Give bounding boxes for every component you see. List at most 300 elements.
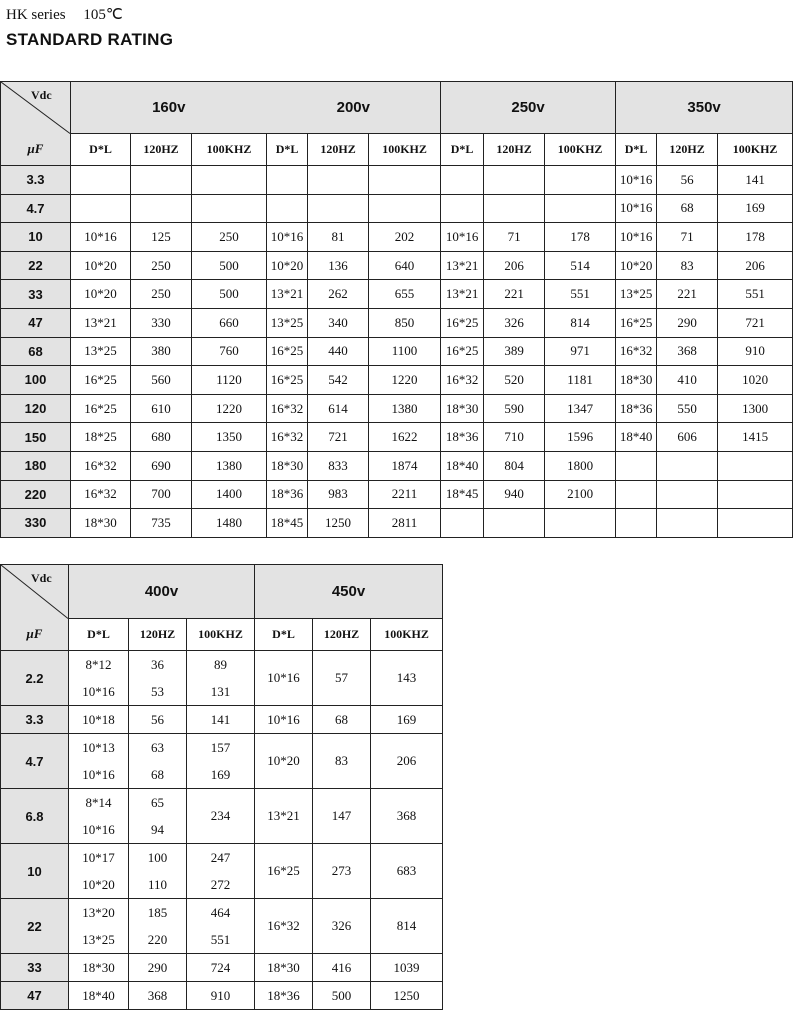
ripple-100khz-cell: [545, 509, 616, 538]
ripple-100khz-cell: [187, 734, 255, 789]
ripple-120hz-cell: 610: [131, 394, 192, 423]
dl-cell: 16*25: [441, 308, 484, 337]
dl-cell: 18*30: [69, 954, 129, 982]
ripple-120hz-cell: 389: [484, 337, 545, 366]
dl-cell: 18*40: [616, 423, 657, 452]
ripple-100khz-cell: [192, 194, 267, 223]
rating-table-2: [0, 564, 443, 1010]
ripple-100khz-cell: 1020: [718, 366, 793, 395]
ripple-100khz-cell: 721: [718, 308, 793, 337]
page-title: STANDARD RATING: [6, 30, 174, 49]
dl-cell: 10*16: [616, 194, 657, 223]
ripple-100khz-cell: [369, 166, 441, 195]
capacitance-cell: 68: [1, 337, 71, 366]
table-row: [1, 166, 793, 195]
dl-cell: 13*21: [441, 251, 484, 280]
table-row: [1, 337, 793, 366]
ripple-100khz-cell-line: 157: [210, 740, 231, 755]
dl-cell: [267, 194, 308, 223]
ripple-120hz-cell: 520: [484, 366, 545, 395]
table-row: [1, 194, 793, 223]
120hz-header: 120HZ: [308, 134, 369, 166]
table-row: [1, 954, 443, 982]
ripple-100khz-cell: 1596: [545, 423, 616, 452]
dl-cell-line: 10*17: [82, 850, 115, 865]
ripple-120hz-cell: 500: [313, 982, 371, 1010]
100khz-header: 100KHZ: [187, 619, 255, 651]
ripple-120hz-cell: 590: [484, 394, 545, 423]
dl-cell-line: 8*14: [85, 795, 112, 810]
voltage-header: 450v: [255, 565, 443, 619]
dl-header: D*L: [71, 134, 131, 166]
dl-cell: 13*25: [267, 308, 308, 337]
ripple-100khz-cell: 169: [371, 706, 443, 734]
120hz-header: 120HZ: [129, 619, 187, 651]
ripple-100khz-cell: [545, 194, 616, 223]
table-row: [1, 451, 793, 480]
ripple-100khz-cell: 206: [718, 251, 793, 280]
dl-cell: 18*30: [616, 366, 657, 395]
ripple-120hz-cell: [129, 844, 187, 899]
table-row: [1, 899, 443, 954]
ripple-100khz-cell: [545, 166, 616, 195]
vdc-label: Vdc: [31, 571, 52, 585]
ripple-120hz-cell-line: 100: [147, 850, 168, 865]
100khz-header: 100KHZ: [371, 619, 443, 651]
ripple-100khz-cell: 1480: [192, 509, 267, 538]
ripple-120hz-cell: 710: [484, 423, 545, 452]
ripple-120hz-cell: [484, 194, 545, 223]
ripple-120hz-cell: [129, 651, 187, 706]
ripple-100khz-cell: 178: [718, 223, 793, 252]
ripple-120hz-cell: 68: [313, 706, 371, 734]
dl-cell: [71, 166, 131, 195]
ripple-120hz-cell: 416: [313, 954, 371, 982]
dl-cell: 13*25: [616, 280, 657, 309]
dl-cell: [69, 734, 129, 789]
ripple-100khz-cell: 1350: [192, 423, 267, 452]
dl-cell: 10*16: [441, 223, 484, 252]
ripple-120hz-cell: 57: [313, 651, 371, 706]
vdc-header-cell: [1, 82, 71, 134]
ripple-120hz-cell: 83: [313, 734, 371, 789]
dl-cell: 10*18: [69, 706, 129, 734]
table-row: [1, 223, 793, 252]
table-row: [1, 423, 793, 452]
capacitance-cell: 22: [1, 251, 71, 280]
ripple-100khz-cell: 910: [718, 337, 793, 366]
ripple-120hz-cell: 250: [131, 251, 192, 280]
capacitance-cell: 4.7: [1, 194, 71, 223]
capacitance-cell: 100: [1, 366, 71, 395]
ripple-100khz-cell: 143: [371, 651, 443, 706]
capacitance-cell: 3.3: [1, 166, 71, 195]
ripple-100khz-cell: 1100: [369, 337, 441, 366]
ripple-100khz-cell: 500: [192, 251, 267, 280]
ripple-100khz-cell-line: 247: [210, 850, 231, 865]
capacitance-cell: 22: [1, 899, 69, 954]
table-row: [1, 251, 793, 280]
ripple-120hz-cell-line: 68: [151, 767, 164, 782]
table-row: [1, 308, 793, 337]
ripple-120hz-cell: [308, 166, 369, 195]
dl-cell-line: 10*16: [82, 822, 115, 837]
ripple-100khz-cell: 2811: [369, 509, 441, 538]
dl-cell: 18*30: [441, 394, 484, 423]
ripple-120hz-cell: [657, 509, 718, 538]
capacitance-cell: 33: [1, 280, 71, 309]
ripple-120hz-cell-line: 220: [147, 932, 168, 947]
voltage-header: 250v: [441, 82, 616, 134]
ripple-120hz-cell: 542: [308, 366, 369, 395]
120hz-header: 120HZ: [484, 134, 545, 166]
dl-cell: 16*25: [616, 308, 657, 337]
ripple-120hz-cell: 326: [484, 308, 545, 337]
ripple-120hz-cell: 735: [131, 509, 192, 538]
ripple-120hz-cell: 147: [313, 789, 371, 844]
ripple-120hz-cell: 690: [131, 451, 192, 480]
dl-cell: 18*36: [267, 480, 308, 509]
dl-cell: [71, 194, 131, 223]
vdc-label: Vdc: [31, 88, 52, 102]
120hz-header: 120HZ: [313, 619, 371, 651]
capacitance-cell: 150: [1, 423, 71, 452]
dl-cell: [69, 899, 129, 954]
ripple-120hz-cell: 368: [657, 337, 718, 366]
ripple-120hz-cell: [308, 194, 369, 223]
voltage-header: 200v: [267, 82, 441, 134]
table-row: [1, 480, 793, 509]
capacitance-cell: 220: [1, 480, 71, 509]
dl-cell: 16*32: [71, 451, 131, 480]
dl-cell: 10*20: [71, 280, 131, 309]
ripple-100khz-cell: 724: [187, 954, 255, 982]
ripple-100khz-cell: 760: [192, 337, 267, 366]
dl-cell: 10*20: [71, 251, 131, 280]
ripple-100khz-cell: 1347: [545, 394, 616, 423]
ripple-120hz-cell: 550: [657, 394, 718, 423]
ripple-100khz-cell: 1800: [545, 451, 616, 480]
ripple-100khz-cell: [187, 844, 255, 899]
dl-cell: 13*21: [71, 308, 131, 337]
ripple-120hz-cell: 56: [657, 166, 718, 195]
ripple-100khz-cell: 910: [187, 982, 255, 1010]
dl-cell: 13*21: [267, 280, 308, 309]
ripple-120hz-cell: 680: [131, 423, 192, 452]
dl-cell: 16*25: [255, 844, 313, 899]
rating-table-1: [0, 81, 793, 538]
dl-cell: [441, 194, 484, 223]
ripple-100khz-cell: 206: [371, 734, 443, 789]
ripple-120hz-cell: [657, 451, 718, 480]
ripple-120hz-cell: 983: [308, 480, 369, 509]
ripple-100khz-cell: 683: [371, 844, 443, 899]
ripple-100khz-cell: 971: [545, 337, 616, 366]
dl-cell-line: 8*12: [85, 657, 112, 672]
dl-cell: 10*16: [71, 223, 131, 252]
ripple-100khz-cell: [718, 509, 793, 538]
ripple-120hz-cell: 221: [484, 280, 545, 309]
ripple-120hz-cell: [129, 734, 187, 789]
capacitance-cell: 4.7: [1, 734, 69, 789]
dl-cell: 18*25: [71, 423, 131, 452]
table-row: [1, 366, 793, 395]
ripple-100khz-cell: 141: [718, 166, 793, 195]
ripple-120hz-cell: 560: [131, 366, 192, 395]
100khz-header: 100KHZ: [718, 134, 793, 166]
ripple-100khz-cell-line: 272: [210, 877, 231, 892]
capacitance-cell: 180: [1, 451, 71, 480]
ripple-100khz-cell: 1220: [369, 366, 441, 395]
ripple-120hz-cell: 290: [129, 954, 187, 982]
ripple-120hz-cell: 340: [308, 308, 369, 337]
dl-cell-line: 10*16: [82, 684, 115, 699]
ripple-100khz-cell: 500: [192, 280, 267, 309]
ripple-120hz-cell: 136: [308, 251, 369, 280]
ripple-100khz-cell-line: 89: [214, 657, 227, 672]
100khz-header: 100KHZ: [192, 134, 267, 166]
ripple-120hz-cell: 56: [129, 706, 187, 734]
ripple-100khz-cell: [192, 166, 267, 195]
dl-cell: [69, 844, 129, 899]
ripple-100khz-cell: 2100: [545, 480, 616, 509]
ripple-120hz-cell: [131, 194, 192, 223]
dl-cell: [616, 509, 657, 538]
dl-cell: 16*32: [71, 480, 131, 509]
ripple-120hz-cell: 330: [131, 308, 192, 337]
capacitance-cell: 3.3: [1, 706, 69, 734]
series-line: [6, 5, 137, 24]
series-name: HK series: [6, 7, 66, 23]
ripple-120hz-cell: 721: [308, 423, 369, 452]
table-row: [1, 844, 443, 899]
ripple-100khz-cell: 514: [545, 251, 616, 280]
table-row: [1, 789, 443, 844]
ripple-100khz-cell: 1181: [545, 366, 616, 395]
capacitance-cell: 10: [1, 844, 69, 899]
ripple-120hz-cell: 221: [657, 280, 718, 309]
capacitance-cell: 6.8: [1, 789, 69, 844]
capacitance-cell: 120: [1, 394, 71, 423]
ripple-120hz-cell: 262: [308, 280, 369, 309]
dl-cell: 18*45: [267, 509, 308, 538]
dl-cell: 16*32: [616, 337, 657, 366]
dl-cell: 10*20: [267, 251, 308, 280]
ripple-100khz-cell: 640: [369, 251, 441, 280]
ripple-100khz-cell: 169: [718, 194, 793, 223]
ripple-100khz-cell-line: 169: [210, 767, 231, 782]
ripple-120hz-cell-line: 110: [147, 877, 168, 892]
ripple-100khz-cell: 655: [369, 280, 441, 309]
dl-cell: 18*30: [255, 954, 313, 982]
120hz-header: 120HZ: [131, 134, 192, 166]
dl-cell: 13*25: [71, 337, 131, 366]
ripple-120hz-cell-line: 94: [151, 822, 164, 837]
ripple-120hz-cell: 368: [129, 982, 187, 1010]
ripple-100khz-cell: 1300: [718, 394, 793, 423]
dl-cell: 10*16: [267, 223, 308, 252]
ripple-120hz-cell-line: 185: [147, 905, 168, 920]
ripple-120hz-cell: 71: [484, 223, 545, 252]
ripple-120hz-cell: 940: [484, 480, 545, 509]
ripple-120hz-cell: 700: [131, 480, 192, 509]
dl-cell: [69, 789, 129, 844]
ripple-120hz-cell: 833: [308, 451, 369, 480]
ripple-120hz-cell: [484, 509, 545, 538]
ripple-100khz-cell: 250: [192, 223, 267, 252]
ripple-100khz-cell: 202: [369, 223, 441, 252]
ripple-100khz-cell: [187, 899, 255, 954]
ripple-100khz-cell-line: 131: [210, 684, 231, 699]
ripple-100khz-cell: 1250: [371, 982, 443, 1010]
dl-cell: [69, 651, 129, 706]
dl-cell: 10*16: [616, 223, 657, 252]
dl-cell: 18*45: [441, 480, 484, 509]
voltage-header: 160v: [71, 82, 267, 134]
ripple-100khz-cell-line: 551: [210, 932, 231, 947]
ripple-100khz-cell: 1622: [369, 423, 441, 452]
ripple-120hz-cell: [129, 789, 187, 844]
uf-label: μF: [1, 619, 69, 651]
capacitance-cell: 330: [1, 509, 71, 538]
ripple-100khz-cell: 551: [545, 280, 616, 309]
dl-cell-line: 13*20: [82, 905, 115, 920]
table-row: [1, 651, 443, 706]
dl-cell: 16*32: [267, 394, 308, 423]
ripple-120hz-cell-line: 53: [151, 684, 164, 699]
ripple-120hz-cell: 614: [308, 394, 369, 423]
ripple-100khz-cell: 1380: [192, 451, 267, 480]
dl-header: D*L: [441, 134, 484, 166]
ripple-120hz-cell: 290: [657, 308, 718, 337]
dl-cell: 16*25: [267, 366, 308, 395]
ripple-120hz-cell: 125: [131, 223, 192, 252]
table-row: [1, 509, 793, 538]
ripple-120hz-cell: 81: [308, 223, 369, 252]
ripple-100khz-cell: 814: [545, 308, 616, 337]
100khz-header: 100KHZ: [369, 134, 441, 166]
ripple-100khz-cell: 660: [192, 308, 267, 337]
ripple-120hz-cell: 83: [657, 251, 718, 280]
uf-label: μF: [1, 134, 71, 166]
ripple-100khz-cell: 2211: [369, 480, 441, 509]
ripple-100khz-cell-line: 464: [210, 905, 231, 920]
ripple-100khz-cell: 368: [371, 789, 443, 844]
dl-cell: 10*16: [255, 706, 313, 734]
ripple-120hz-cell: 273: [313, 844, 371, 899]
dl-cell: 13*21: [441, 280, 484, 309]
dl-cell: 16*32: [441, 366, 484, 395]
ripple-120hz-cell-line: 65: [151, 795, 164, 810]
ripple-120hz-cell: 804: [484, 451, 545, 480]
dl-cell: 16*32: [267, 423, 308, 452]
ripple-120hz-cell-line: 63: [151, 740, 164, 755]
dl-header: D*L: [267, 134, 308, 166]
ripple-120hz-cell: 206: [484, 251, 545, 280]
dl-cell: 10*16: [616, 166, 657, 195]
dl-cell: 16*25: [71, 394, 131, 423]
120hz-header: 120HZ: [657, 134, 718, 166]
dl-cell: [441, 166, 484, 195]
dl-cell: [616, 480, 657, 509]
dl-cell: 10*20: [616, 251, 657, 280]
dl-header: D*L: [69, 619, 129, 651]
ripple-120hz-cell: 71: [657, 223, 718, 252]
ripple-120hz-cell-line: 36: [151, 657, 164, 672]
dl-cell: 18*30: [71, 509, 131, 538]
capacitance-cell: 47: [1, 982, 69, 1010]
dl-cell: 10*16: [255, 651, 313, 706]
series-temp: 105℃: [83, 7, 123, 23]
ripple-120hz-cell: 68: [657, 194, 718, 223]
dl-cell: 16*25: [441, 337, 484, 366]
ripple-100khz-cell: 1220: [192, 394, 267, 423]
table-row: [1, 394, 793, 423]
dl-cell: 16*25: [267, 337, 308, 366]
dl-cell: 13*21: [255, 789, 313, 844]
ripple-100khz-cell: [718, 480, 793, 509]
dl-cell: 18*30: [267, 451, 308, 480]
table-row: [1, 280, 793, 309]
ripple-120hz-cell: [657, 480, 718, 509]
dl-cell: 18*36: [255, 982, 313, 1010]
ripple-100khz-cell: 1039: [371, 954, 443, 982]
ripple-120hz-cell: 410: [657, 366, 718, 395]
ripple-100khz-cell: 814: [371, 899, 443, 954]
dl-cell: 18*40: [69, 982, 129, 1010]
ripple-100khz-cell: 1415: [718, 423, 793, 452]
ripple-100khz-cell: 551: [718, 280, 793, 309]
ripple-120hz-cell: [484, 166, 545, 195]
dl-cell-line: 10*16: [82, 767, 115, 782]
voltage-header: 400v: [69, 565, 255, 619]
capacitance-cell: 47: [1, 308, 71, 337]
ripple-100khz-cell: 850: [369, 308, 441, 337]
dl-cell: [267, 166, 308, 195]
ripple-120hz-cell: 380: [131, 337, 192, 366]
dl-cell: [616, 451, 657, 480]
ripple-100khz-cell: 1400: [192, 480, 267, 509]
ripple-100khz-cell: 234: [187, 789, 255, 844]
dl-cell: 18*36: [441, 423, 484, 452]
100khz-header: 100KHZ: [545, 134, 616, 166]
dl-cell: 16*32: [255, 899, 313, 954]
ripple-100khz-cell: 1380: [369, 394, 441, 423]
ripple-100khz-cell: 178: [545, 223, 616, 252]
dl-cell-line: 13*25: [82, 932, 115, 947]
ripple-100khz-cell: [718, 451, 793, 480]
ripple-120hz-cell: [131, 166, 192, 195]
ripple-100khz-cell: [369, 194, 441, 223]
ripple-120hz-cell: 326: [313, 899, 371, 954]
ripple-120hz-cell: [129, 899, 187, 954]
voltage-header: 350v: [616, 82, 793, 134]
ripple-100khz-cell: [187, 651, 255, 706]
dl-cell: 16*25: [71, 366, 131, 395]
table-row: [1, 734, 443, 789]
dl-header: D*L: [255, 619, 313, 651]
dl-header: D*L: [616, 134, 657, 166]
dl-cell: 10*20: [255, 734, 313, 789]
ripple-120hz-cell: 1250: [308, 509, 369, 538]
dl-cell-line: 10*20: [82, 877, 115, 892]
ripple-120hz-cell: 606: [657, 423, 718, 452]
capacitance-cell: 10: [1, 223, 71, 252]
table-row: [1, 982, 443, 1010]
ripple-100khz-cell: 1874: [369, 451, 441, 480]
dl-cell: [441, 509, 484, 538]
capacitance-cell: 2.2: [1, 651, 69, 706]
